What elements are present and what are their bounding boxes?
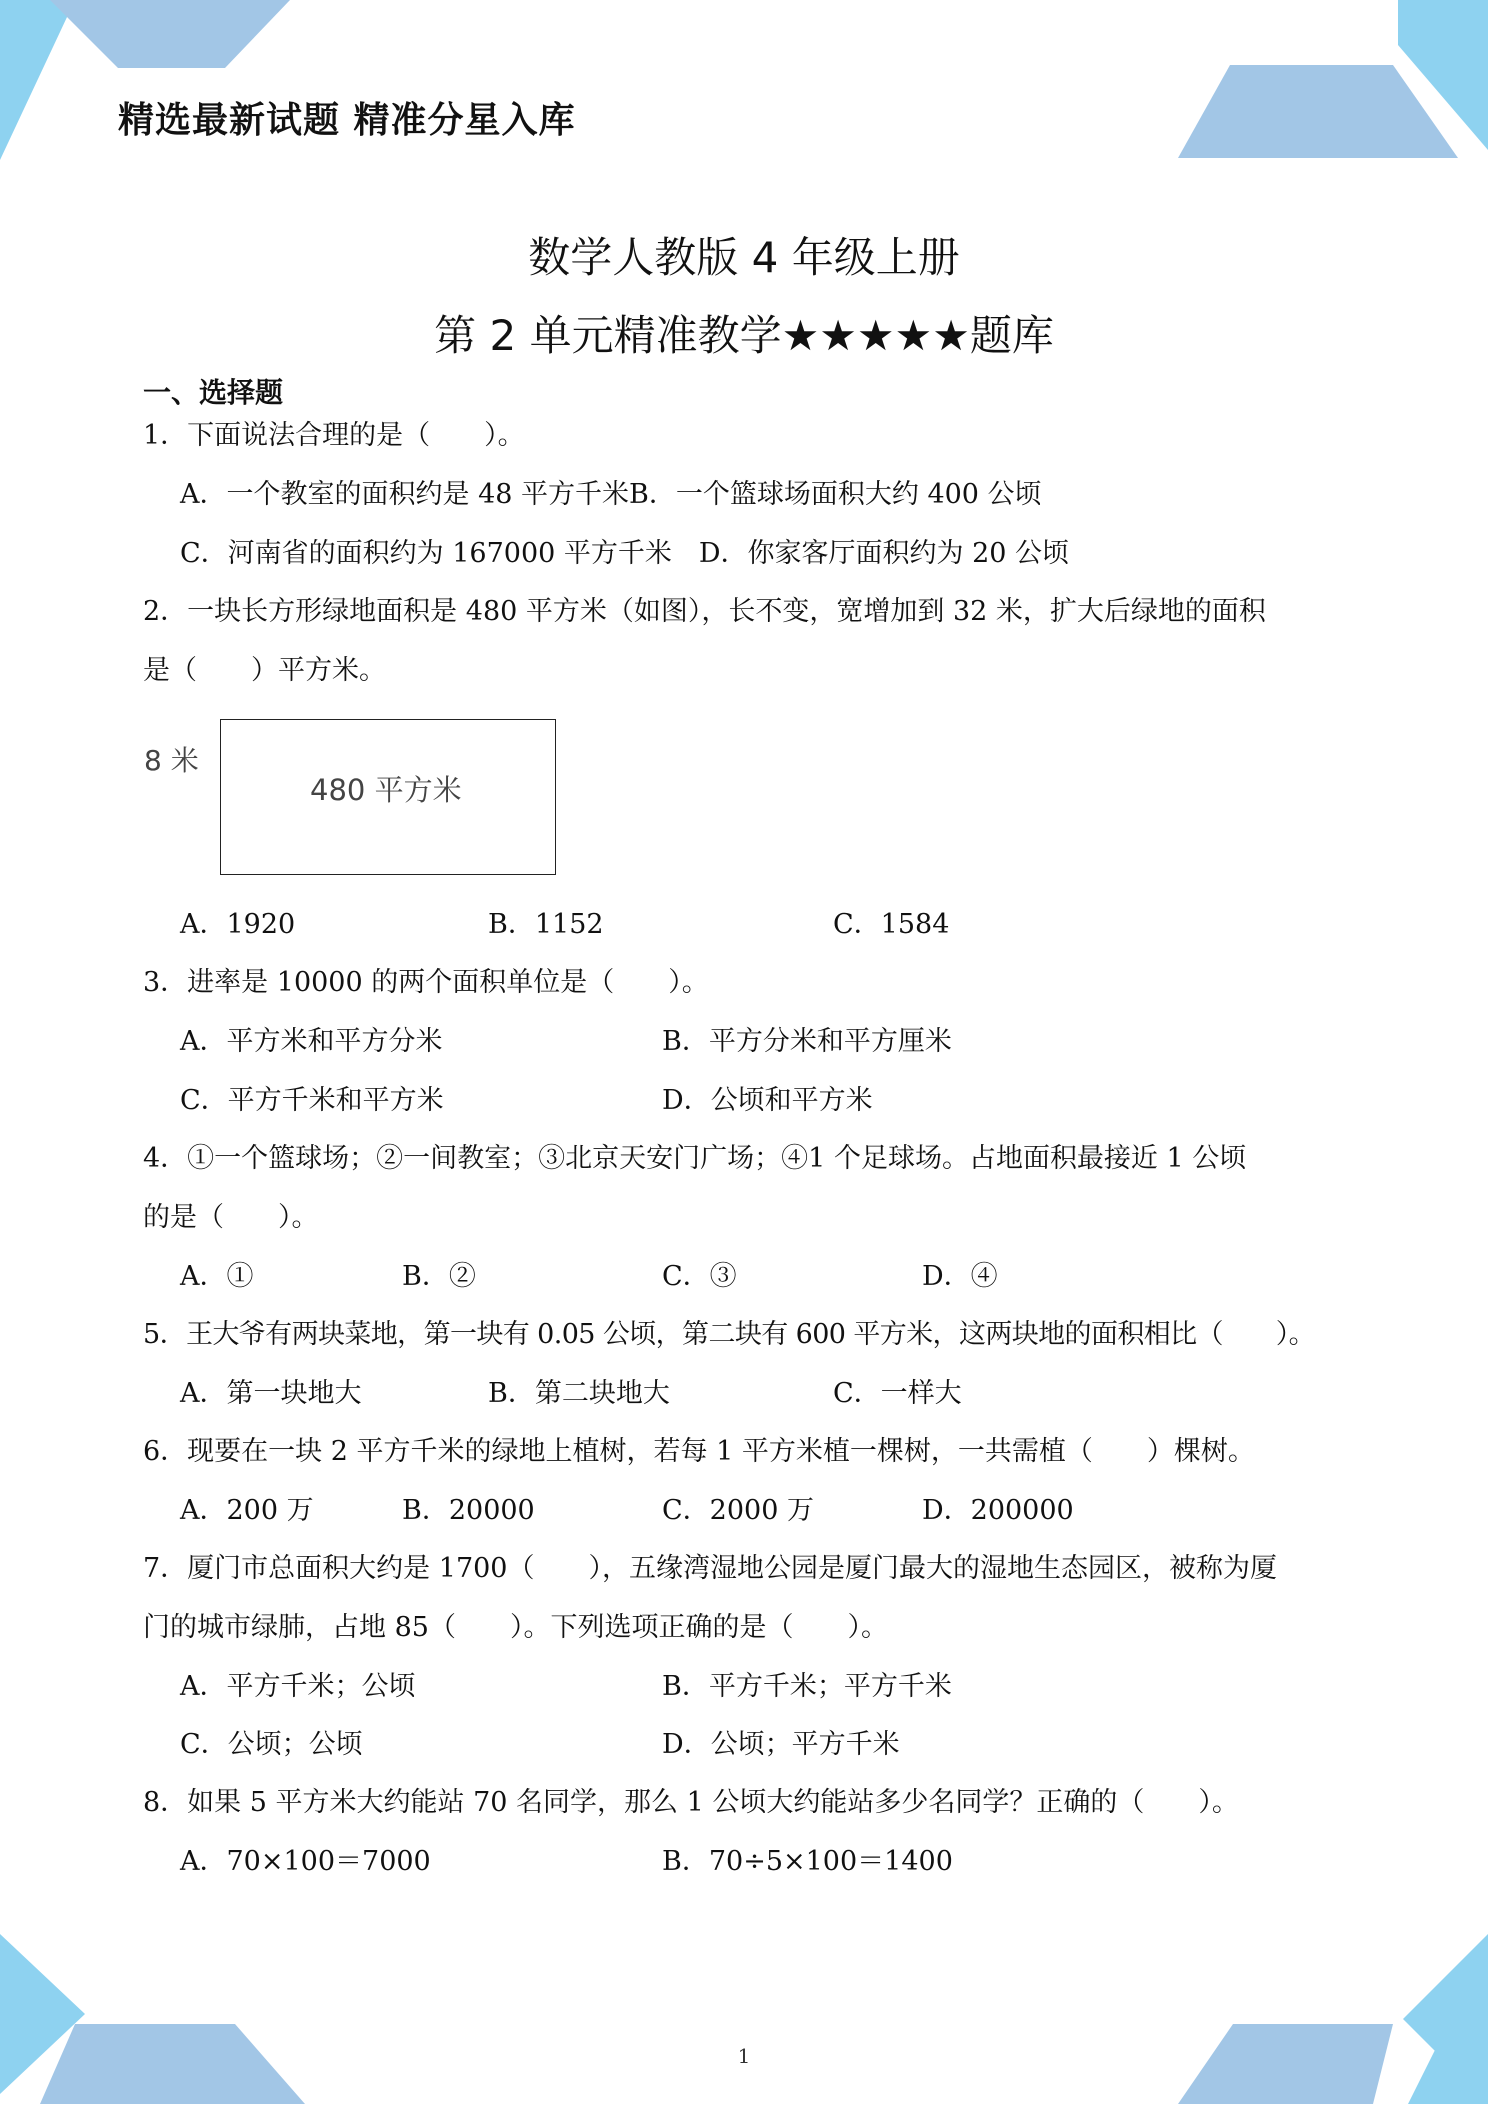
option-d: D．④ bbox=[922, 1261, 998, 1292]
option-c: C．平方千米和平方米 bbox=[180, 1085, 444, 1116]
document-title: 数学人教版 4 年级上册 bbox=[528, 233, 960, 282]
option-c: C．公顷；公顷 bbox=[180, 1729, 363, 1760]
question-stem: 2．一块长方形绿地面积是 480 平方米（如图），长不变，宽增加到 32 米，扩大后绿地的面积 bbox=[143, 596, 1266, 627]
option-a: A．第一块地大 bbox=[180, 1378, 362, 1409]
option-line: C．河南省的面积约为 167000 平方千米 D．你家客厅面积约为 20 公顷 bbox=[180, 538, 1070, 569]
option-b: B．② bbox=[402, 1261, 476, 1292]
question-stem: 3．进率是 10000 的两个面积单位是（ ）。 bbox=[143, 967, 709, 998]
question-stem-continued: 的是（ ）。 bbox=[143, 1202, 319, 1233]
document-subtitle: 第 2 单元精准教学★★★★★题库 bbox=[434, 311, 1054, 360]
side-length-label: 8 米 bbox=[144, 744, 199, 777]
option-c: C．2000 万 bbox=[662, 1495, 814, 1526]
question-stem: 8．如果 5 平方米大约能站 70 名同学，那么 1 公顷大约能站多少名同学？正确的（ ）。 bbox=[143, 1787, 1239, 1818]
option-d: D．公顷；平方千米 bbox=[662, 1729, 900, 1760]
option-c: C．一样大 bbox=[833, 1378, 962, 1409]
question-stem: 6．现要在一块 2 平方千米的绿地上植树，若每 1 平方米植一棵树，一共需植（ ）棵树。 bbox=[143, 1436, 1255, 1467]
option-b: B．平方分米和平方厘米 bbox=[662, 1026, 952, 1057]
question-stem-continued: 是（ ）平方米。 bbox=[143, 655, 386, 686]
option-a: A．① bbox=[180, 1261, 254, 1292]
question-stem: 1．下面说法合理的是（ ）。 bbox=[143, 420, 525, 451]
option-b: B．第二块地大 bbox=[488, 1378, 670, 1409]
area-label: 480 平方米 bbox=[310, 773, 462, 807]
option-a: A．平方千米；公顷 bbox=[180, 1671, 416, 1702]
question-stem-continued: 门的城市绿肺，占地 85（ ）。下列选项正确的是（ ）。 bbox=[143, 1612, 888, 1643]
question-stem: 7．厦门市总面积大约是 1700（ ），五缘湾湿地公园是厦门最大的湿地生态园区，被称为厦 bbox=[143, 1553, 1277, 1584]
option-a: A．70×100＝7000 bbox=[180, 1846, 431, 1877]
option-d: D．200000 bbox=[922, 1495, 1074, 1526]
option-b: B．20000 bbox=[402, 1495, 535, 1526]
option-d: D．公顷和平方米 bbox=[662, 1085, 873, 1116]
option-c: C．1584 bbox=[833, 909, 950, 940]
page-number: 1 bbox=[737, 2044, 751, 2068]
question-stem: 5．王大爷有两块菜地，第一块有 0.05 公顷，第二块有 600 平方米，这两块地的面积相比（ ）。 bbox=[143, 1319, 1316, 1350]
option-a: A．平方米和平方分米 bbox=[180, 1026, 443, 1057]
option-b: B．1152 bbox=[488, 909, 604, 940]
header-slogan: 精选最新试题 精准分星入库 bbox=[118, 100, 576, 141]
option-a: A．200 万 bbox=[180, 1495, 314, 1526]
option-a: A．1920 bbox=[180, 909, 296, 940]
question-stem: 4．①一个篮球场；②一间教室；③北京天安门广场；④1 个足球场。占地面积最接近 1 公顷 bbox=[143, 1143, 1247, 1174]
rectangle-figure bbox=[140, 715, 570, 880]
option-b: B．平方千米；平方千米 bbox=[662, 1671, 952, 1702]
section-heading: 一、选择题 bbox=[143, 376, 284, 409]
option-b: B．70÷5×100＝1400 bbox=[662, 1846, 953, 1877]
option-line: A．一个教室的面积约是 48 平方千米B．一个篮球场面积大约 400 公顷 bbox=[180, 479, 1042, 510]
option-c: C．③ bbox=[662, 1261, 737, 1292]
